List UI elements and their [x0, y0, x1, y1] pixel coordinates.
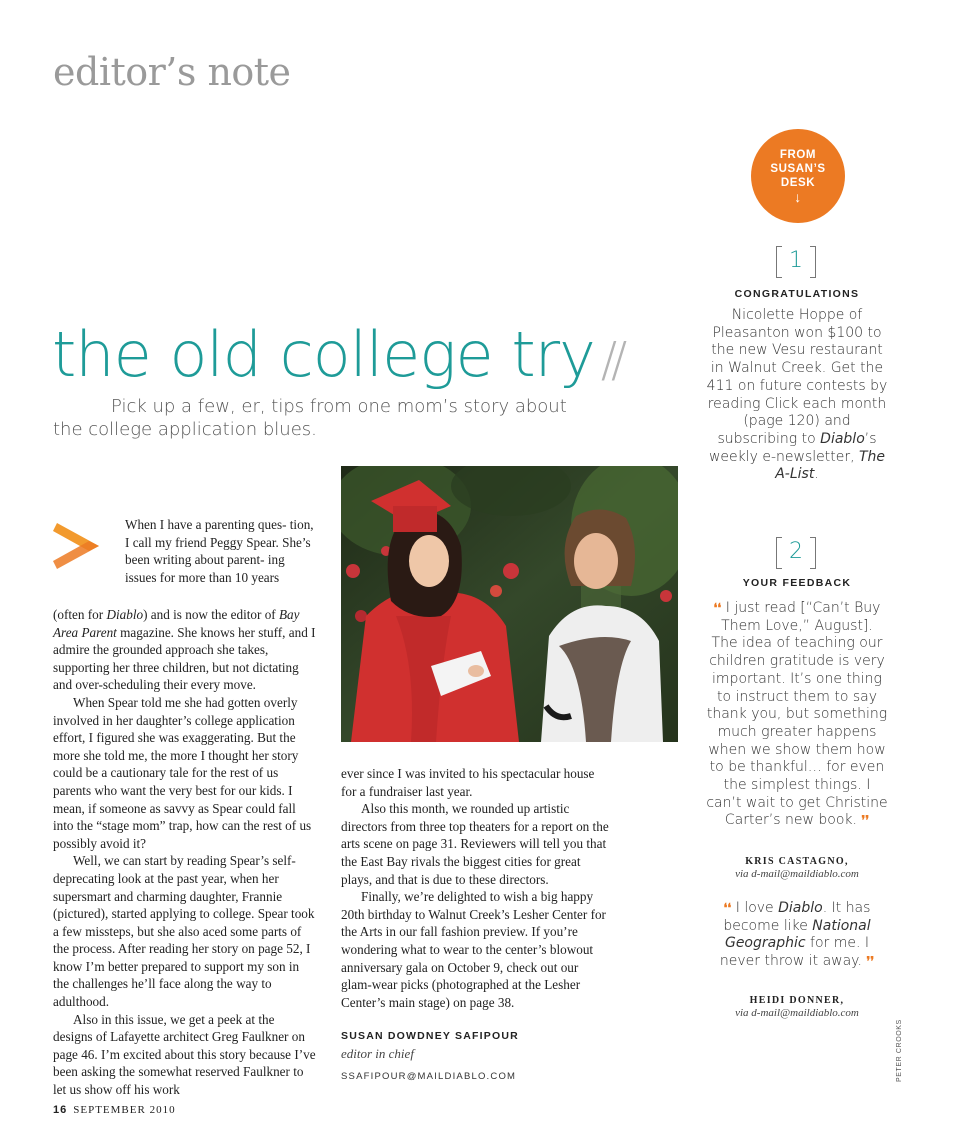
diablo-title: Diablo [820, 430, 865, 447]
from-desk-badge [751, 129, 845, 223]
badge-line-2: SUSAN’S [770, 163, 826, 175]
section-title: editor’s note [53, 50, 291, 94]
national-geographic-title: National Geographic [724, 917, 871, 952]
article-paragraph-1-lead: When I have a parenting ques- tion, I call my friend Peggy Spear. She’s been writing about parent- ing issues for more than 10 years [125, 517, 314, 585]
page-folio [53, 1104, 176, 1116]
arrow-down-icon: ↓ [794, 189, 802, 205]
feedback-1-email: via d-mail@maildiablo.com [735, 868, 859, 880]
feedback-quote-2: ❛❛ I love Diablo. It has become like National Geographic for me. I never throw it away. ❜❜ [719, 900, 875, 970]
article-paragraph-2: When Spear told me she had gotten overly involved in her daughter’s college application effort, I figured she was exaggerating. But the more she told me, the more I thought her story could be a cautionary tale for the rest of us parents who want the very best for our kids. I mean, if someone as savvy as Spear could fall into the “stage mom” trap, how can the rest of us possibly avoid it? [53, 694, 312, 851]
bracket-right-icon [810, 246, 816, 278]
sidebar-number-2-value: 2 [789, 539, 803, 564]
article-paragraph-1: (often for Diablo) and is now the editor of Bay Area Parent magazine. She knows her stuff, and I admire the grounded approach she takes, supporting her three children, but not dictating and over-scheduling their every move. [53, 607, 316, 693]
headline-text: the old college try [52, 318, 595, 391]
badge-line-1: FROM [779, 149, 817, 161]
signature-name: SUSAN DOWDNEY SAFIPOUR [341, 1030, 519, 1042]
headline [52, 318, 621, 391]
photo-credit: PETER CROOKS [896, 1019, 903, 1082]
article-paragraph-4-continued: ever since I was invited to his spectacular house for a fundraiser last year. [341, 766, 595, 799]
diablo-title: Diablo [778, 900, 823, 916]
badge-line-3: DESK [780, 177, 816, 189]
article-paragraph-6: Finally, we’re delighted to wish a big happy 20th birthday to Walnut Creek’s Lesher Center for the Arts in our fall fashion preview. If you’re wondering what to wear to the center’s blowout anniversary gala on October 9, check out our glam-wear picks (photographed at the Lesher Center’s main stage) on page 38. [341, 889, 606, 1010]
sidebar-congratulations-text: Nicolette Hoppe of Pleasanton won $100 to the new Vesu restaurant in Walnut Creek. Get the 411 on future contests by reading Click each month (page 120) and subscribing to Diablo’s weekly e-newsletter, The A-List. [706, 307, 888, 483]
article-lead [125, 516, 317, 586]
sidebar-number-1 [776, 246, 816, 276]
page-number: 16 [53, 1104, 68, 1116]
open-quote-icon: ❛❛ [713, 601, 722, 615]
sidebar-heading-congratulations: CONGRATULATIONS [734, 288, 860, 300]
close-quote-icon: ❜❜ [861, 813, 870, 828]
bay-area-parent-title: Bay Area Parent [53, 607, 300, 640]
signature-email[interactable]: SSAFIPOUR@MAILDIABLO.COM [341, 1071, 517, 1082]
sidebar-number-1-value: 1 [789, 248, 803, 273]
article-paragraph-5: Also this month, we rounded up artistic directors from three top theaters for a report on the arts scene on page 31. Reviewers will tell you that the East Bay rivals the biggest cities for great plays, and that is due to these directors. [341, 801, 609, 887]
signature-role: editor in chief [341, 1046, 414, 1061]
dek-text: Pick up a few, er, tips from one mom’s story about the college application blues. [53, 396, 567, 440]
sidebar-number-2 [776, 537, 816, 567]
bracket-right-icon [810, 537, 816, 569]
slashes-ornament: // [600, 332, 622, 388]
close-quote-icon: ❜❜ [866, 954, 875, 969]
feedback-2-email: via d-mail@maildiablo.com [735, 1007, 859, 1019]
bracket-left-icon [776, 537, 782, 569]
article-photo [341, 466, 678, 742]
diablo-title: Diablo [106, 607, 144, 622]
sidebar-heading-feedback: YOUR FEEDBACK [742, 577, 852, 589]
article-paragraph-3: Well, we can start by reading Spear’s self-deprecating look at the past year, when her supersmart and charming daughter, Frannie (pictured), started applying to college. Spear took a few missteps, but she also aced some parts of the process. After reading her story on page 52, I know I’m better prepared to support my son in the challenges he’ll face along the way to adulthood. [53, 853, 315, 1010]
open-quote-icon: ❛❛ [723, 901, 732, 915]
dek [53, 395, 573, 441]
feedback-1-author: KRIS CASTAGNO, [745, 856, 849, 867]
issue-date: SEPTEMBER 2010 [73, 1104, 176, 1116]
article-column-2 [341, 765, 611, 1011]
chevron-right-icon [53, 519, 103, 573]
feedback-quote-1: ❛❛ I just read [“Can’t Buy Them Love,” August]. The idea of teaching our children gratitude is very important. It’s one thing to instruct them to say thank you, but something much greater happens when we show them how to be thankful… for even the simplest things. I can’t wait to get Christine Carter’s new book. ❜❜ [706, 600, 888, 829]
article-column-1 [53, 606, 317, 1099]
feedback-2-author: HEIDI DONNER, [749, 995, 845, 1006]
article-paragraph-4: Also in this issue, we get a peek at the designs of Lafayette architect Greg Faulkner on page 46. I’m excited about this story because I’ve been asking the somewhat reserved Faulkner to let us show off his work [53, 1011, 316, 1098]
a-list-title: The A-List [775, 448, 886, 483]
bracket-left-icon [776, 246, 782, 278]
